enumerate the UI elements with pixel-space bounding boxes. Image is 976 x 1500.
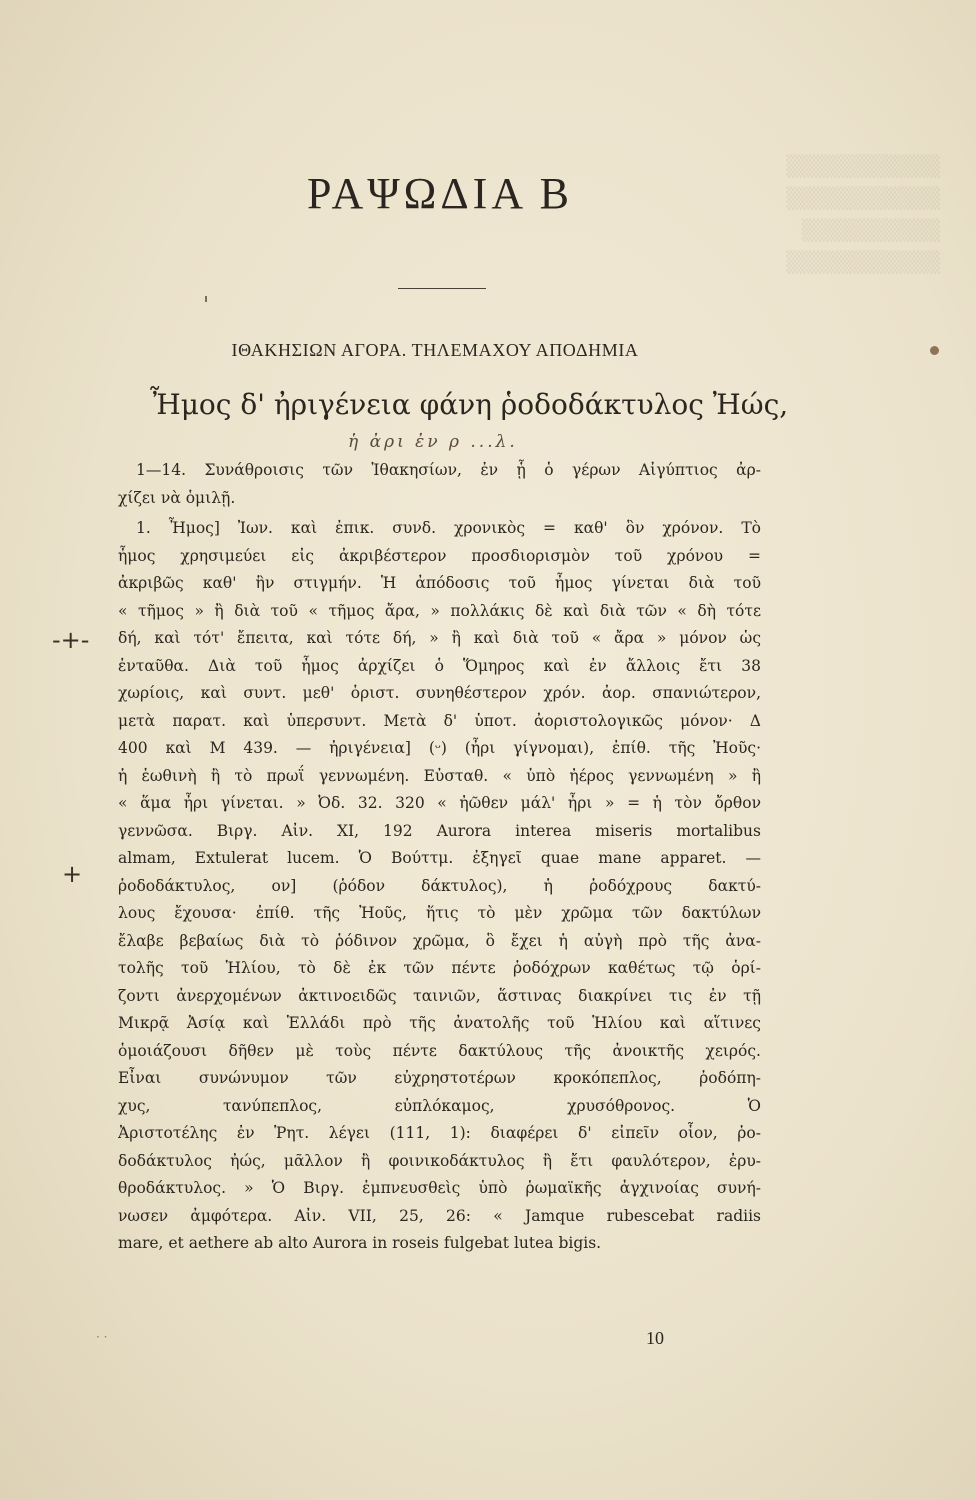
commentary-line: νωσεν ἀμφότερα. Αἰν. VII, 25, 26: « Jamque rubescebat radiis [118,1206,761,1225]
commentary-line: ζοντι ἀνερχομένων ἀκτινοειδῶς ταινιῶν, ἅστινας διακρίνει τις ἐν τῇ [118,986,761,1005]
commentary-line: mare, et aethere ab alto Aurora in roseis fulgebat lutea bigis. [118,1234,602,1252]
commentary-line: ἀκριβῶς καθ' ἣν στιγμήν. Ἡ ἀπόδοσις τοῦ ἦμος γίνεται διὰ τοῦ [118,574,761,592]
commentary-line: ῥοδοδάκτυλος, ον] (ῥόδον δάκτυλος), ἡ ῥοδόχρους δακτύ- [118,876,761,895]
commentary-line: ὁμοιάζουσι δῆθεν μὲ τοὺς πέντε δακτύλους τῆς ἀνοικτῆς χειρός. [118,1041,761,1060]
commentary-line: 1—14. Συνάθροισις τῶν Ἰθακησίων, ἐν ᾗ ὁ γέρων Αἰγύπτιος ἀρ- [136,461,761,479]
commentary-line: Μικρᾷ Ἀσίᾳ καὶ Ἑλλάδι πρὸ τῆς ἀνατολῆς τοῦ Ἡλίου καὶ αἵτινες [118,1014,761,1032]
print-mark [205,296,207,302]
commentary-line: ἡ ἑωθινὴ ἢ τὸ πρωΐ γεννωμένη. Εὐσταθ. « ὑπὸ ἠέρος γεννωμένη » ἢ [118,766,761,785]
commentary-line: ἦμος χρησιμεύει εἰς ἀκριβέστερον προσδιορισμὸν τοῦ χρόνου = [118,546,761,565]
bleed-through-text: ▒▒▒▒▒▒▒▒▒▒ ▒▒▒▒▒▒▒▒▒▒ ▒▒▒▒▒▒▒▒▒ ▒▒▒▒▒▒▒▒▒▒ [786,154,940,274]
commentary-line: μετὰ παρατ. καὶ ὑπερσυντ. Μετὰ δ' ὑποτ. ἀοριστολογικῶς μόνον· Δ [118,711,761,730]
commentary-line: δοδάκτυλος ἠώς, μᾶλλον ἢ φοινικοδάκτυλος ἢ ἔτι φαυλότερον, ἐρυ- [118,1151,761,1170]
commentary-line: ἐνταῦθα. Διὰ τοῦ ἦμος ἀρχίζει ὁ Ὅμηρος καὶ ἐν ἄλλοις ἔτι 38 [118,656,761,675]
commentary-line: 1. Ἦμος] Ἰων. καὶ ἐπικ. συνδ. χρονικὸς = καθ' ὃν χρόνον. Τὸ [136,519,761,537]
commentary-line: χυς, τανύπεπλος, εὐπλόκαμος, χρυσόθρονος. Ὁ [118,1096,761,1115]
commentary-block [118,457,761,1258]
commentary-line: « ἅμα ἦρι γίνεται. » Ὀδ. 32. 320 « ἠῶθεν μάλ' ἦρι » = ἡ τὸν ὄρθον [118,794,761,812]
chapter-subtitle: ΙΘΑΚΗΣΙΩΝ ΑΓΟΡΑ. ΤΗΛΕΜΑΧΟΥ ΑΠΟΔΗΜΙΑ [231,340,639,360]
ink-spot [930,346,939,355]
title-rule [398,288,486,289]
margin-mark-upper: -+- [52,626,90,654]
commentary-line: θροδάκτυλος. » Ὁ Βιργ. ἐμπνευσθεὶς ὑπὸ ῥωμαϊκῆς ἀγχινοίας συνή- [118,1179,761,1197]
handwritten-annotation: ἡ ἀρι ἐν ρ ...λ. [348,432,518,452]
commentary-line: almam, Extulerat lucem. Ὁ Βούττμ. ἐξηγεῖ quae mane apparet. — [118,849,761,867]
commentary-line: χωρίοις, καὶ συντ. μεθ' ὁριστ. συνηθέστερον χρόν. ἀορ. σπανιώτερον, [118,684,761,702]
commentary-line: τολῆς τοῦ Ἡλίου, τὸ δὲ ἐκ τῶν πέντε ῥοδόχρων καθέτως τῷ ὁρί- [118,959,761,977]
margin-specks: · · [96,1330,108,1344]
margin-mark-lower: + [62,860,83,888]
commentary-line: Ἀριστοτέλης ἐν Ῥητ. λέγει (111, 1): διαφέρει δ' εἰπεῖν οἷον, ῥο- [118,1124,761,1142]
commentary-line: ἔλαβε βεβαίως διὰ τὸ ῥόδινον χρῶμα, ὃ ἔχει ἡ αὐγὴ πρὸ τῆς ἀνα- [118,931,761,950]
verse-line: Ἦμος δ' ἠριγένεια φάνη ῥοδοδάκτυλος Ἠώς, [150,388,789,421]
page-number: 10 [646,1328,664,1348]
chapter-title: ΡΑΨΩΔΙΑ Β [306,169,574,218]
commentary-line: Εἶναι συνώνυμον τῶν εὐχρηστοτέρων κροκόπεπλος, ῥοδόπη- [118,1069,761,1087]
commentary-line: λους ἔχουσα· ἐπίθ. τῆς Ἠοῦς, ἥτις τὸ μὲν χρῶμα τῶν δακτύλων [118,904,761,922]
commentary-line: γεννῶσα. Βιργ. Αἰν. XI, 192 Aurora interea miseris mortalibus [118,821,761,840]
commentary-line: 400 καὶ Μ 439. — ἠριγένεια] (ᵕ) (ἦρι γίγνομαι), ἐπίθ. τῆς Ἠοῦς· [118,739,761,757]
commentary-line: δή, καὶ τότ' ἔπειτα, καὶ τότε δή, » ἢ καὶ διὰ τοῦ « ἄρα » μόνον ὡς [118,629,761,647]
commentary-line: χίζει νὰ ὁμιλῇ. [118,488,236,507]
commentary-line: « τῆμος » ἢ διὰ τοῦ « τῆμος ἄρα, » πολλάκις δὲ καὶ διὰ τῶν « δὴ τότε [118,601,761,620]
